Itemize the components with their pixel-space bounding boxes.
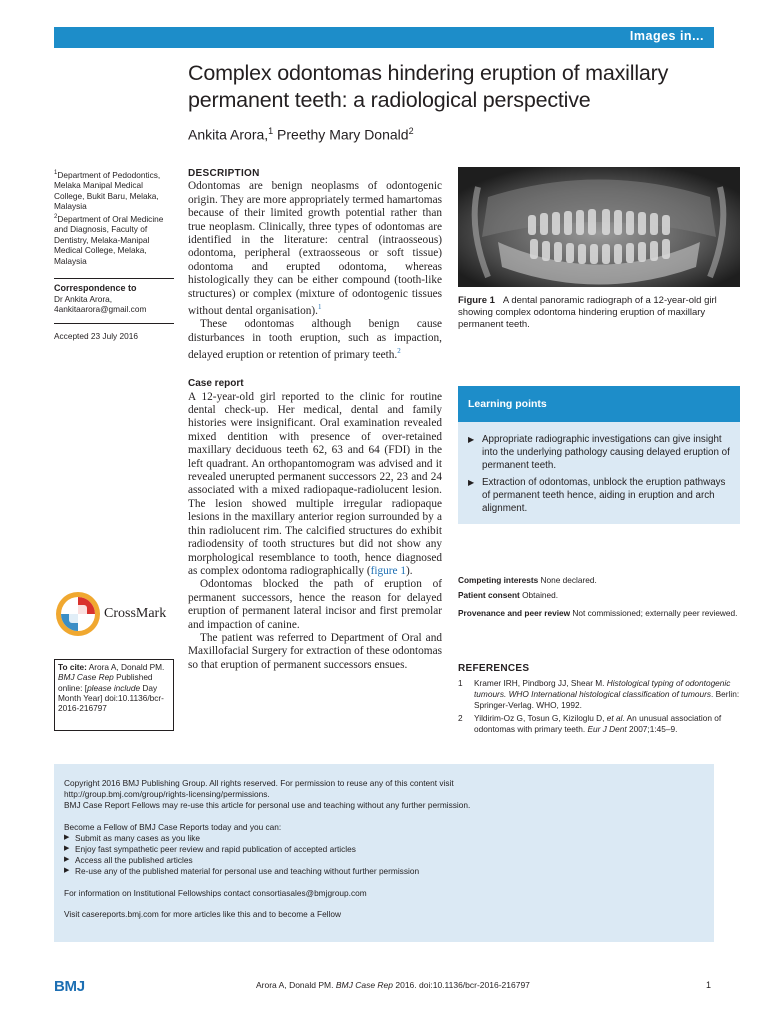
- aff1-number: 1: [54, 170, 58, 176]
- copyright-line-1: Copyright 2016 BMJ Publishing Group. All rights reserved. For permission to reuse any of this content visit: [64, 778, 454, 788]
- reference-authors: Kramer IRH, Pindborg JJ, Shear M.: [474, 678, 607, 688]
- author-list: [188, 126, 588, 143]
- fellow-benefit-text: Submit as many cases as you like: [75, 833, 200, 843]
- fellow-intro: Become a Fellow of BMJ Case Reports today and you can:: [64, 822, 282, 832]
- description-paragraph-2: [188, 318, 442, 362]
- sidebar-divider-2: [54, 323, 174, 324]
- case-p1-end: ).: [406, 564, 413, 577]
- reference-details: . An unusual association of odontomas with primary teeth.: [474, 713, 722, 734]
- publisher-info-box: [54, 764, 714, 942]
- fellow-benefit-item: [64, 855, 704, 866]
- case-paragraph-1: [188, 391, 442, 579]
- correspondence-name: Dr Ankita Arora,: [54, 293, 113, 304]
- case-p1-text: A 12-year-old girl reported to the clinic for routine dental check-up. Her medical, dental and family histories were insignificant. Oral examination revealed mixed dentition with presence of over-retained maxillary deciduous teeth 62, 63 and 64 (FDI) in the left quadrant. An orthopantomogram was advised and it revealed unerupted permanent successors 22, 23 and 24 associated with a mixed radiopaque-radiolucent lesion. The lesion showed multiple irregular radiopaque lesions in the maxillary anterior region surrounded by a thin radiolucent rim. The calcified structures do exhibit radiodensity of tooth structures but did not show any morphological resemblance to tooth, hence diagnosed as complex odontoma radiographically (: [188, 390, 442, 577]
- crossmark-label: CrossMark: [104, 606, 167, 621]
- fellow-benefit-item: [64, 844, 704, 855]
- case-paragraph-3: The patient was referred to Department of Oral and Maxillofacial Surgery for extraction of these odontomas so that eruption of permanent successors ensues.: [188, 631, 442, 671]
- reference-title: Histological typing of odontogenic tumours. WHO International histological classification of tumours: [474, 678, 731, 699]
- reference-number: 1: [458, 678, 463, 688]
- author-2: Preethy Mary Donald: [273, 126, 409, 143]
- section-label: Images in...: [629, 29, 704, 43]
- patient-consent: [458, 590, 740, 601]
- affiliation-1: Department of Pedodontics, Melaka Manipal Medical College, Bukit Baru, Melaka, Malaysia: [54, 169, 161, 212]
- consent-value: Obtained.: [519, 590, 559, 600]
- learning-point-item: [468, 476, 730, 515]
- reference-item: [458, 678, 740, 711]
- case-paragraph-2: Odontomas blocked the path of eruption of permanent successors, hence the reason for delayed eruption of permanent lateral incisor and first premolar and impaction of canine.: [188, 578, 442, 631]
- panoramic-radiograph: [458, 167, 740, 287]
- cite-journal: BMJ Case Rep: [58, 672, 114, 683]
- accepted-date: Accepted 23 July 2016: [54, 331, 138, 341]
- cite-placeholder: please include: [87, 682, 141, 693]
- article-title: [188, 60, 718, 114]
- learning-points-box: [458, 422, 740, 524]
- correspondence: [54, 283, 174, 315]
- figure-label: Figure 1: [458, 295, 495, 306]
- competing-interests: [458, 575, 740, 586]
- description-p2-text: These odontomas although benign cause disturbances in tooth eruption, such as impaction, delayed eruption or retention of primary teeth.: [188, 318, 442, 361]
- correspondence-heading: Correspondence to: [54, 283, 137, 293]
- bullet-triangle-icon: ▶: [64, 856, 70, 863]
- cite-authors: Arora A, Donald PM.: [86, 662, 165, 672]
- bullet-triangle-icon: ▶: [64, 867, 70, 874]
- ref-1-link[interactable]: 1: [318, 303, 322, 312]
- learning-points-header: [458, 386, 740, 422]
- bullet-triangle-icon: ▶: [468, 435, 475, 444]
- main-text-column: [188, 167, 442, 672]
- author-1-affil: 1: [268, 126, 274, 136]
- section-banner: [54, 27, 714, 48]
- reference-item: [458, 713, 740, 735]
- learning-point-text: Extraction of odontomas, unblock the eruption pathways of permanent teeth hence, aiding in eruption and arch alignment.: [482, 477, 726, 514]
- reference-journal: Eur J Dent: [587, 724, 627, 734]
- page-number: 1: [706, 980, 712, 990]
- bullet-triangle-icon: ▶: [468, 478, 475, 487]
- affiliation-2: Department of Oral Medicine and Diagnosis, Faculty of Dentistry, Melaka-Manipal Medical College, Melaka, Malaysia: [54, 213, 164, 266]
- permissions-link[interactable]: http://group.bmj.com/group/rights-licensing/permissions.: [64, 789, 270, 799]
- competing-value: None declared.: [538, 575, 597, 585]
- reference-number: 2: [458, 713, 463, 723]
- learning-points-heading: Learning points: [468, 398, 547, 410]
- footer-citation-authors: Arora A, Donald PM.: [256, 980, 336, 990]
- institutional-fellowships[interactable]: For information on Institutional Fellowships contact consortiasales@bmjgroup.com: [64, 888, 367, 898]
- footer-citation-doi: 2016. doi:10.1136/bcr-2016-216797: [393, 980, 530, 990]
- aff2-number: 2: [54, 213, 58, 220]
- learning-point-text: Appropriate radiographic investigations can give insight into the underlying pathology causing delayed eruption of permanent teeth.: [482, 434, 730, 471]
- title-line-2: permanent teeth: a radiological perspective: [188, 88, 591, 112]
- consent-label: Patient consent: [458, 590, 520, 600]
- provenance-value: Not commissioned; externally peer reviewed.: [570, 608, 738, 618]
- fellow-benefit-item: [64, 866, 704, 877]
- reference-volume: 2007;1:45–9.: [626, 724, 678, 734]
- bullet-triangle-icon: ▶: [64, 845, 70, 852]
- correspondence-email[interactable]: 4ankitaarora@gmail.com: [54, 304, 147, 314]
- crossmark-badge[interactable]: [54, 590, 176, 638]
- cite-heading: To cite:: [58, 662, 87, 672]
- title-line-1: Complex odontomas hindering eruption of maxillary: [188, 61, 669, 85]
- affiliations: [54, 168, 174, 266]
- description-p1-text: Odontomas are benign neoplasms of odontogenic origin. They are more appropriately termed hamartomas because of their limited growth potential rather than true neoplasm. Clinically, three types of odontomas are identified in the literature: central (intraosseous) odontoma, peripheral (extraosseous or soft tissue) odontoma and erupted odontoma, whereas histologically they can be either compound (tooth-like structures) or complex (mixture of odontogenic tissues without dental organisation).: [188, 180, 442, 317]
- citation-box: [54, 659, 174, 731]
- reference-authors: Yildirim-Oz G, Tosun G, Kiziloglu D,: [474, 713, 607, 723]
- provenance-label: Provenance and peer review: [458, 608, 571, 618]
- fellow-benefit-item: [64, 833, 704, 844]
- figure-caption-text: A dental panoramic radiograph of a 12-year-old girl showing complex odontoma hindering eruption of maxillary permanent teeth.: [458, 295, 717, 330]
- bmj-logo: BMJ: [54, 978, 85, 995]
- cite-published: Published online: [: [58, 672, 153, 693]
- sidebar-divider-1: [54, 278, 174, 279]
- bullet-triangle-icon: ▶: [64, 834, 70, 841]
- figure-caption: [458, 295, 728, 331]
- competing-label: Competing interests: [458, 575, 539, 585]
- ref-2-link[interactable]: 2: [397, 347, 401, 356]
- fellow-benefit-text: Enjoy fast sympathetic peer review and rapid publication of accepted articles: [75, 844, 356, 854]
- crossmark-icon: [54, 590, 102, 638]
- fellow-benefit-text: Access all the published articles: [75, 855, 193, 865]
- references-heading: REFERENCES: [458, 663, 530, 674]
- cite-doi: Day Month Year] doi:10.1136/bcr-2016-216797: [58, 682, 164, 714]
- provenance: [458, 608, 740, 619]
- case-report-heading: Case report: [188, 378, 244, 390]
- footer-citation-journal: BMJ Case Rep: [335, 980, 394, 990]
- reference-details: . Berlin: Springer-Verlag. WHO, 1992.: [474, 689, 740, 710]
- footer-citation: [256, 980, 530, 990]
- description-heading: DESCRIPTION: [188, 168, 260, 179]
- author-2-affil: 2: [408, 126, 414, 136]
- copyright-line-3: BMJ Case Report Fellows may re-use this article for personal use and teaching without any further permission.: [64, 800, 471, 810]
- reference-etal: et al: [606, 713, 623, 723]
- visit-casereports[interactable]: Visit casereports.bmj.com for more articles like this and to become a Fellow: [64, 909, 341, 919]
- author-1: Ankita Arora,: [188, 126, 269, 143]
- learning-point-item: [468, 433, 730, 472]
- description-paragraph-1: [188, 180, 442, 318]
- figure-1-link[interactable]: figure 1: [370, 564, 407, 577]
- fellow-benefit-text: Re-use any of the published material for personal use and teaching without further permission: [75, 866, 420, 876]
- radiograph-image: [458, 167, 740, 287]
